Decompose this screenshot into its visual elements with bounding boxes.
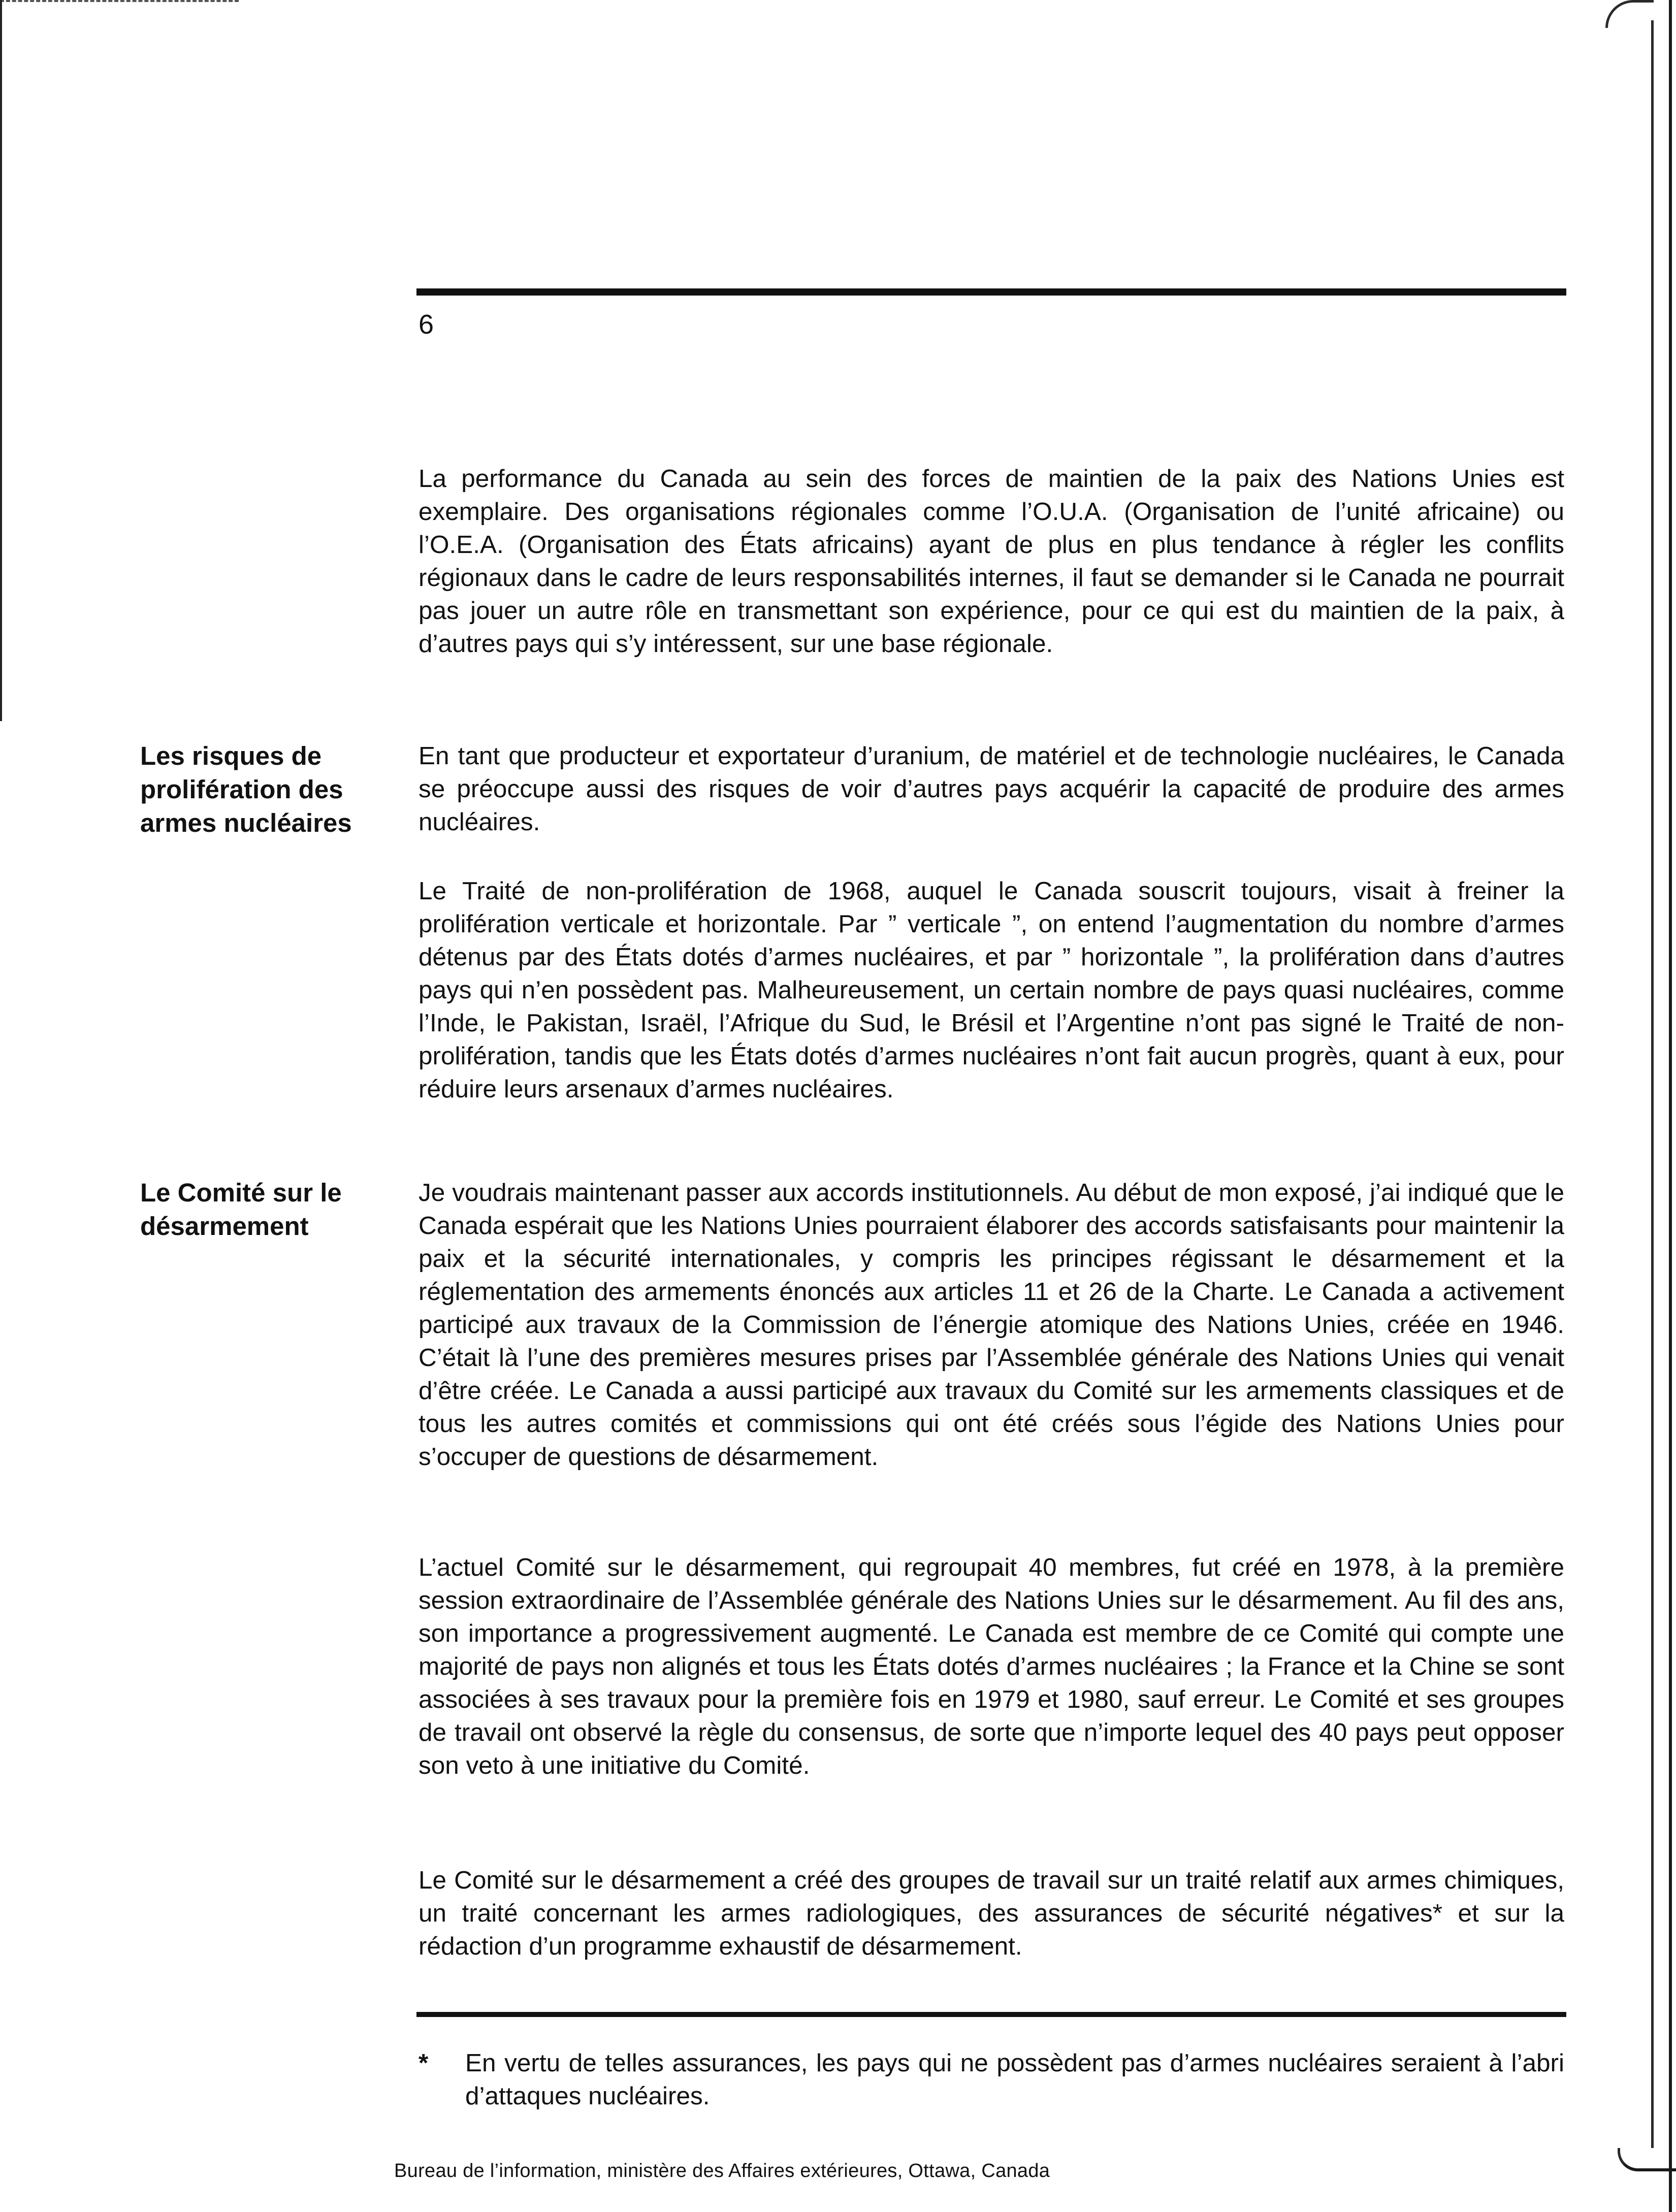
footnote-text: En vertu de telles assurances, les pays qui ne possèdent pas d’armes nucléaires seraient à l’abri d’attaques nucléaires.	[465, 2049, 1564, 2110]
paragraph-5: L’actuel Comité sur le désarmement, qui regroupait 40 membres, fut créé en 1978, à la première session extraordinaire de l’Assemblée générale des Nations Unies sur le désarmement. Au fil des ans, son importance a progressivement augmenté. Le Canada est membre de ce Comité qui compte une majorité de pays non alignés et tous les États dotés d’armes nucléaires ; la France et la Chine se sont associées à ses travaux pour la première fois en 1979 et 1980, sauf erreur. Le Comité et ses groupes de travail ont observé la règle du consensus, de sorte que n’importe lequel des 40 pays peut opposer son veto à une initiative du Comité.	[418, 1553, 1564, 1779]
scan-artifact-right-edge	[1669, 0, 1672, 2212]
side-heading-comite-text: Le Comité sur le désarmement	[140, 1178, 342, 1241]
footnote-marker: *	[418, 2049, 429, 2077]
scan-artifact-top-dash	[0, 0, 239, 6]
header-rule	[416, 288, 1566, 296]
footnote-rule	[416, 2012, 1566, 2017]
side-heading-proliferation	[140, 739, 364, 840]
side-heading-proliferation-text: Les risques de prolifération des armes nucléaires	[140, 741, 352, 837]
scan-artifact-right-bottom	[1618, 2148, 1676, 2171]
paragraph-1: La performance du Canada au sein des forces de maintien de la paix des Nations Unies est exemplaire. Des organisations régionales comme l’O.U.A. (Organisation de l’unité africaine) ou l’O.E.A. (Organisation des États africains) ayant de plus en plus tendance à régler les conflits régionaux dans le cadre de leurs responsabilités internes, il faut se demander si le Canada ne pourrait pas jouer un autre rôle en transmettant son expérience, pour ce qui est du maintien de la paix, à d’autres pays qui s’y intéressent, sur une base régionale.	[418, 465, 1564, 658]
scan-artifact-right-inner-edge	[1651, 20, 1654, 2148]
paragraph-6: Le Comité sur le désarmement a créé des groupes de travail sur un traité relatif aux armes chimiques, un traité concernant les armes radiologiques, des assurances de sécurité négatives* et sur la rédaction d’un programme exhaustif de désarmement.	[418, 1866, 1564, 1960]
scan-artifact-left-edge	[0, 0, 2, 721]
paragraph-3: Le Traité de non-prolifération de 1968, auquel le Canada souscrit toujours, visait à freiner la prolifération verticale et horizontale. Par ” verticale ”, on entend l’augmentation du nombre d’armes détenus par des États dotés d’armes nucléaires, et par ” horizontale ”, la prolifération dans d’autres pays qui n’en possèdent pas. Malheureusement, un certain nombre de pays quasi nucléaires, comme l’Inde, le Pakistan, Israël, l’Afrique du Sud, le Brésil et l’Argentine n’ont pas signé le Traité de non-prolifération, tandis que les États dotés d’armes nucléaires n’ont fait aucun progrès, quant à eux, pour réduire leurs arsenaux d’armes nucléaires.	[418, 877, 1564, 1103]
page-number: 6	[418, 309, 434, 340]
side-heading-comite	[140, 1176, 343, 1243]
scan-artifact-right-curve	[1605, 0, 1654, 28]
paragraph-4: Je voudrais maintenant passer aux accords institutionnels. Au début de mon exposé, j’ai indiqué que le Canada espérait que les Nations Unies pourraient élaborer des accords satisfaisants pour maintenir la paix et la sécurité internationales, y compris les principes régissant le désarmement et la réglementation des armements énoncés aux articles 11 et 26 de la Charte. Le Canada a activement participé aux travaux de la Commission de l’énergie atomique des Nations Unies, créée en 1946. C’était là l’une des premières mesures prises par l’Assemblée générale des Nations Unies qui venait d’être créée. Le Canada a aussi participé aux travaux du Comité sur les armements classiques et de tous les autres comités et commissions qui ont été créés sous l’égide des Nations Unies pour s’occuper de questions de désarmement.	[418, 1179, 1564, 1471]
paragraph-2: En tant que producteur et exportateur d’uranium, de matériel et de technologie nucléaires, le Canada se préoccupe aussi des risques de voir d’autres pays acquérir la capacité de produire des armes nucléaires.	[418, 742, 1564, 836]
page-footer: Bureau de l’information, ministère des Affaires extérieures, Ottawa, Canada	[394, 2160, 1050, 2182]
